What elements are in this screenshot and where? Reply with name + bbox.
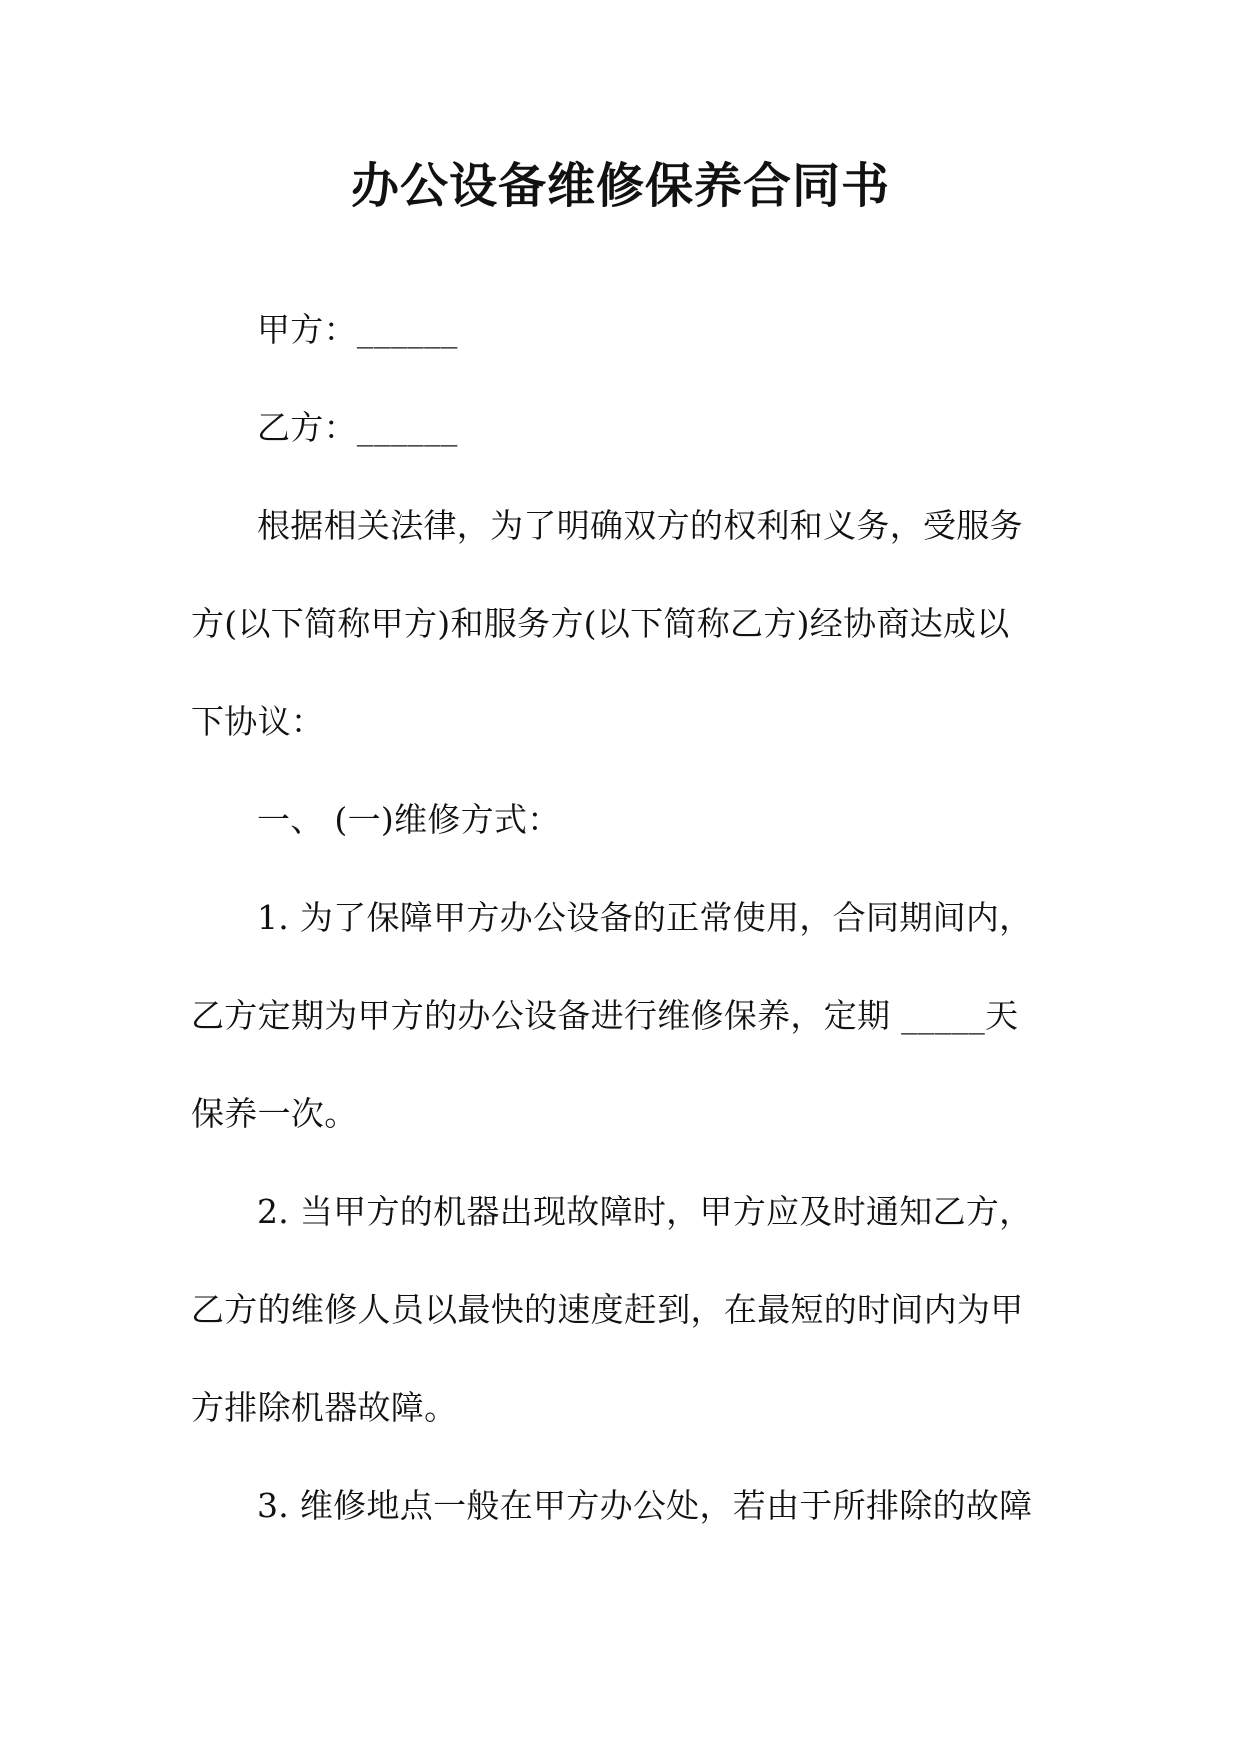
clause-2-line-2: 乙方的维修人员以最快的速度赶到，在最短的时间内为甲: [191, 1290, 1024, 1329]
preamble-line-3: 下协议：: [191, 702, 325, 741]
clause-1-line-2: 乙方定期为甲方的办公设备进行维修保养，定期 _____天: [191, 996, 1019, 1035]
section-heading: 一、 (一)维修方式：: [257, 800, 561, 839]
clause-2-line-1: 2. 当甲方的机器出现故障时，甲方应及时通知乙方，: [257, 1192, 1033, 1231]
clause-1-line-3: 保养一次。: [191, 1094, 358, 1133]
preamble-line-2: 方(以下简称甲方)和服务方(以下简称乙方)经协商达成以: [191, 604, 1010, 643]
preamble-line-1: 根据相关法律，为了明确双方的权利和义务，受服务: [257, 506, 1023, 545]
document-title: 办公设备维修保养合同书: [350, 158, 890, 214]
clause-2-line-3: 方排除机器故障。: [191, 1388, 458, 1427]
clause-3-line-1: 3. 维修地点一般在甲方办公处，若由于所排除的故障: [257, 1486, 1033, 1525]
party-a-line: 甲方：______: [257, 310, 458, 349]
party-b-line: 乙方：______: [257, 408, 458, 447]
clause-1-line-1: 1. 为了保障甲方办公设备的正常使用，合同期间内，: [257, 898, 1033, 937]
